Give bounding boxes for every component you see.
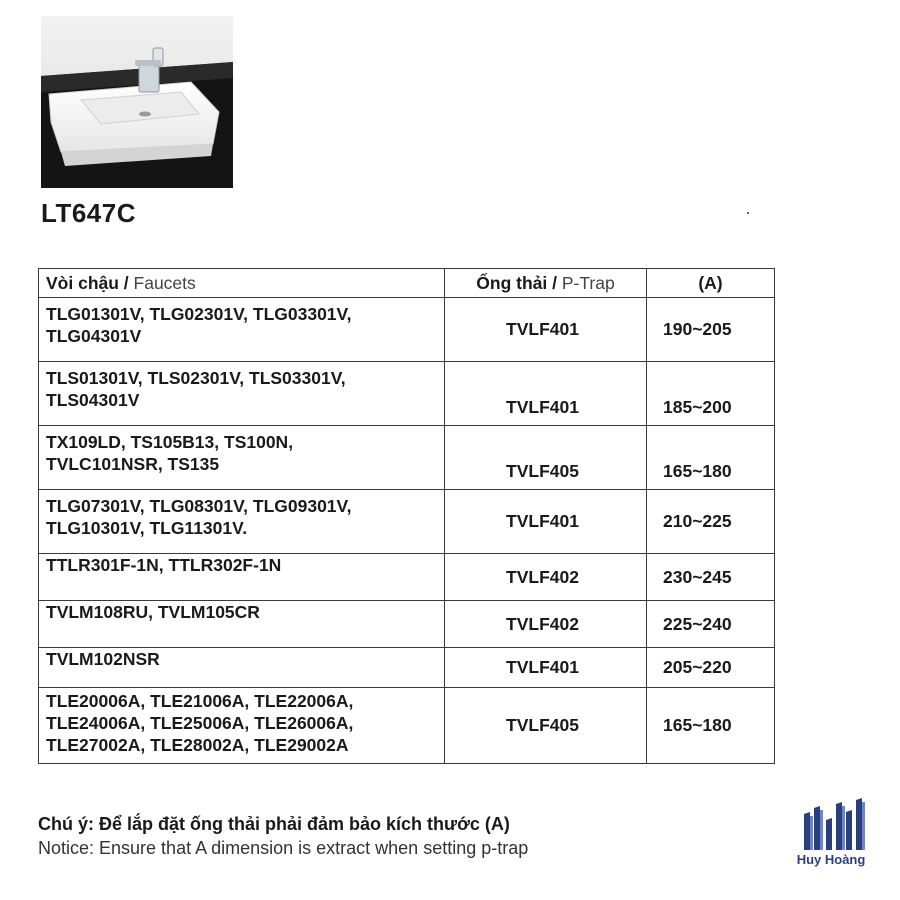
faucet-cell	[39, 648, 445, 688]
table-row	[39, 490, 775, 554]
header-faucets-sep: /	[118, 272, 134, 293]
faucet-line: TLG07301V, TLG08301V, TLG09301V,	[46, 496, 352, 516]
faucet-line: TLS01301V, TLS02301V, TLS03301V,	[46, 368, 346, 388]
dimension-cell: 205~220	[647, 648, 775, 688]
notice-english: Notice: Ensure that A dimension is extract when setting p-trap	[38, 838, 529, 858]
compatibility-table	[38, 268, 775, 764]
ptrap-cell: TVLF402	[445, 554, 647, 601]
ptrap-cell: TVLF401	[445, 362, 647, 426]
header-ptrap	[445, 269, 647, 298]
faucet-line: TVLM102NSR	[46, 649, 160, 669]
ptrap-cell: TVLF401	[445, 490, 647, 554]
faucet-line: TLG04301V	[46, 326, 142, 346]
faucet-line: TLE27002A, TLE28002A, TLE29002A	[46, 735, 349, 755]
faucet-line: TLS04301V	[46, 390, 140, 410]
header-faucets	[39, 269, 445, 298]
dimension-cell: 210~225	[647, 490, 775, 554]
faucet-line: TVLM108RU, TVLM105CR	[46, 602, 260, 622]
ptrap-cell: TVLF405	[445, 688, 647, 764]
table-row	[39, 298, 775, 362]
ptrap-cell: TVLF402	[445, 601, 647, 648]
stray-dot	[747, 212, 749, 214]
faucet-cell	[39, 490, 445, 554]
dimension-cell: 165~180	[647, 426, 775, 490]
faucet-cell	[39, 362, 445, 426]
faucet-line: TLE20006A, TLE21006A, TLE22006A,	[46, 691, 354, 711]
faucet-cell	[39, 426, 445, 490]
ptrap-cell: TVLF401	[445, 648, 647, 688]
model-title: LT647C	[41, 198, 136, 228]
header-faucets-vi: Vòi chậu	[46, 272, 119, 293]
header-faucets-en: Faucets	[133, 272, 196, 293]
faucet-line: TLE24006A, TLE25006A, TLE26006A,	[46, 713, 354, 733]
table-row	[39, 601, 775, 648]
faucet-line: TX109LD, TS105B13, TS100N,	[46, 432, 294, 452]
faucet-cell	[39, 688, 445, 764]
header-ptrap-vi: Ống thải	[476, 272, 548, 293]
table-row	[39, 688, 775, 764]
installation-notice	[38, 812, 738, 860]
header-dimension: (A)	[647, 269, 775, 298]
faucet-line: TTLR301F-1N, TTLR302F-1N	[46, 555, 282, 575]
faucet-cell	[39, 298, 445, 362]
faucet-cell	[39, 601, 445, 648]
faucet-line: TLG10301V, TLG11301V.	[46, 518, 248, 538]
dimension-cell: 190~205	[647, 298, 775, 362]
table-row	[39, 648, 775, 688]
ptrap-cell: TVLF405	[445, 426, 647, 490]
faucet-line: TVLC101NSR, TS135	[46, 454, 220, 474]
dimension-cell: 230~245	[647, 554, 775, 601]
table-row	[39, 362, 775, 426]
ptrap-cell: TVLF401	[445, 298, 647, 362]
notice-vietnamese: Chú ý: Để lắp đặt ống thải phải đảm bảo kích thước (A)	[38, 814, 510, 834]
table-row	[39, 426, 775, 490]
faucet-cell	[39, 554, 445, 601]
dimension-cell: 225~240	[647, 601, 775, 648]
brand-name: Huy Hoàng	[796, 852, 866, 867]
faucet-line: TLG01301V, TLG02301V, TLG03301V,	[46, 304, 352, 324]
dimension-cell: 185~200	[647, 362, 775, 426]
header-ptrap-en: P-Trap	[561, 272, 615, 293]
table-row	[39, 554, 775, 601]
dimension-cell: 165~180	[647, 688, 775, 764]
table-header-row	[39, 269, 775, 298]
product-photo	[41, 16, 233, 188]
header-ptrap-sep: /	[547, 272, 562, 293]
